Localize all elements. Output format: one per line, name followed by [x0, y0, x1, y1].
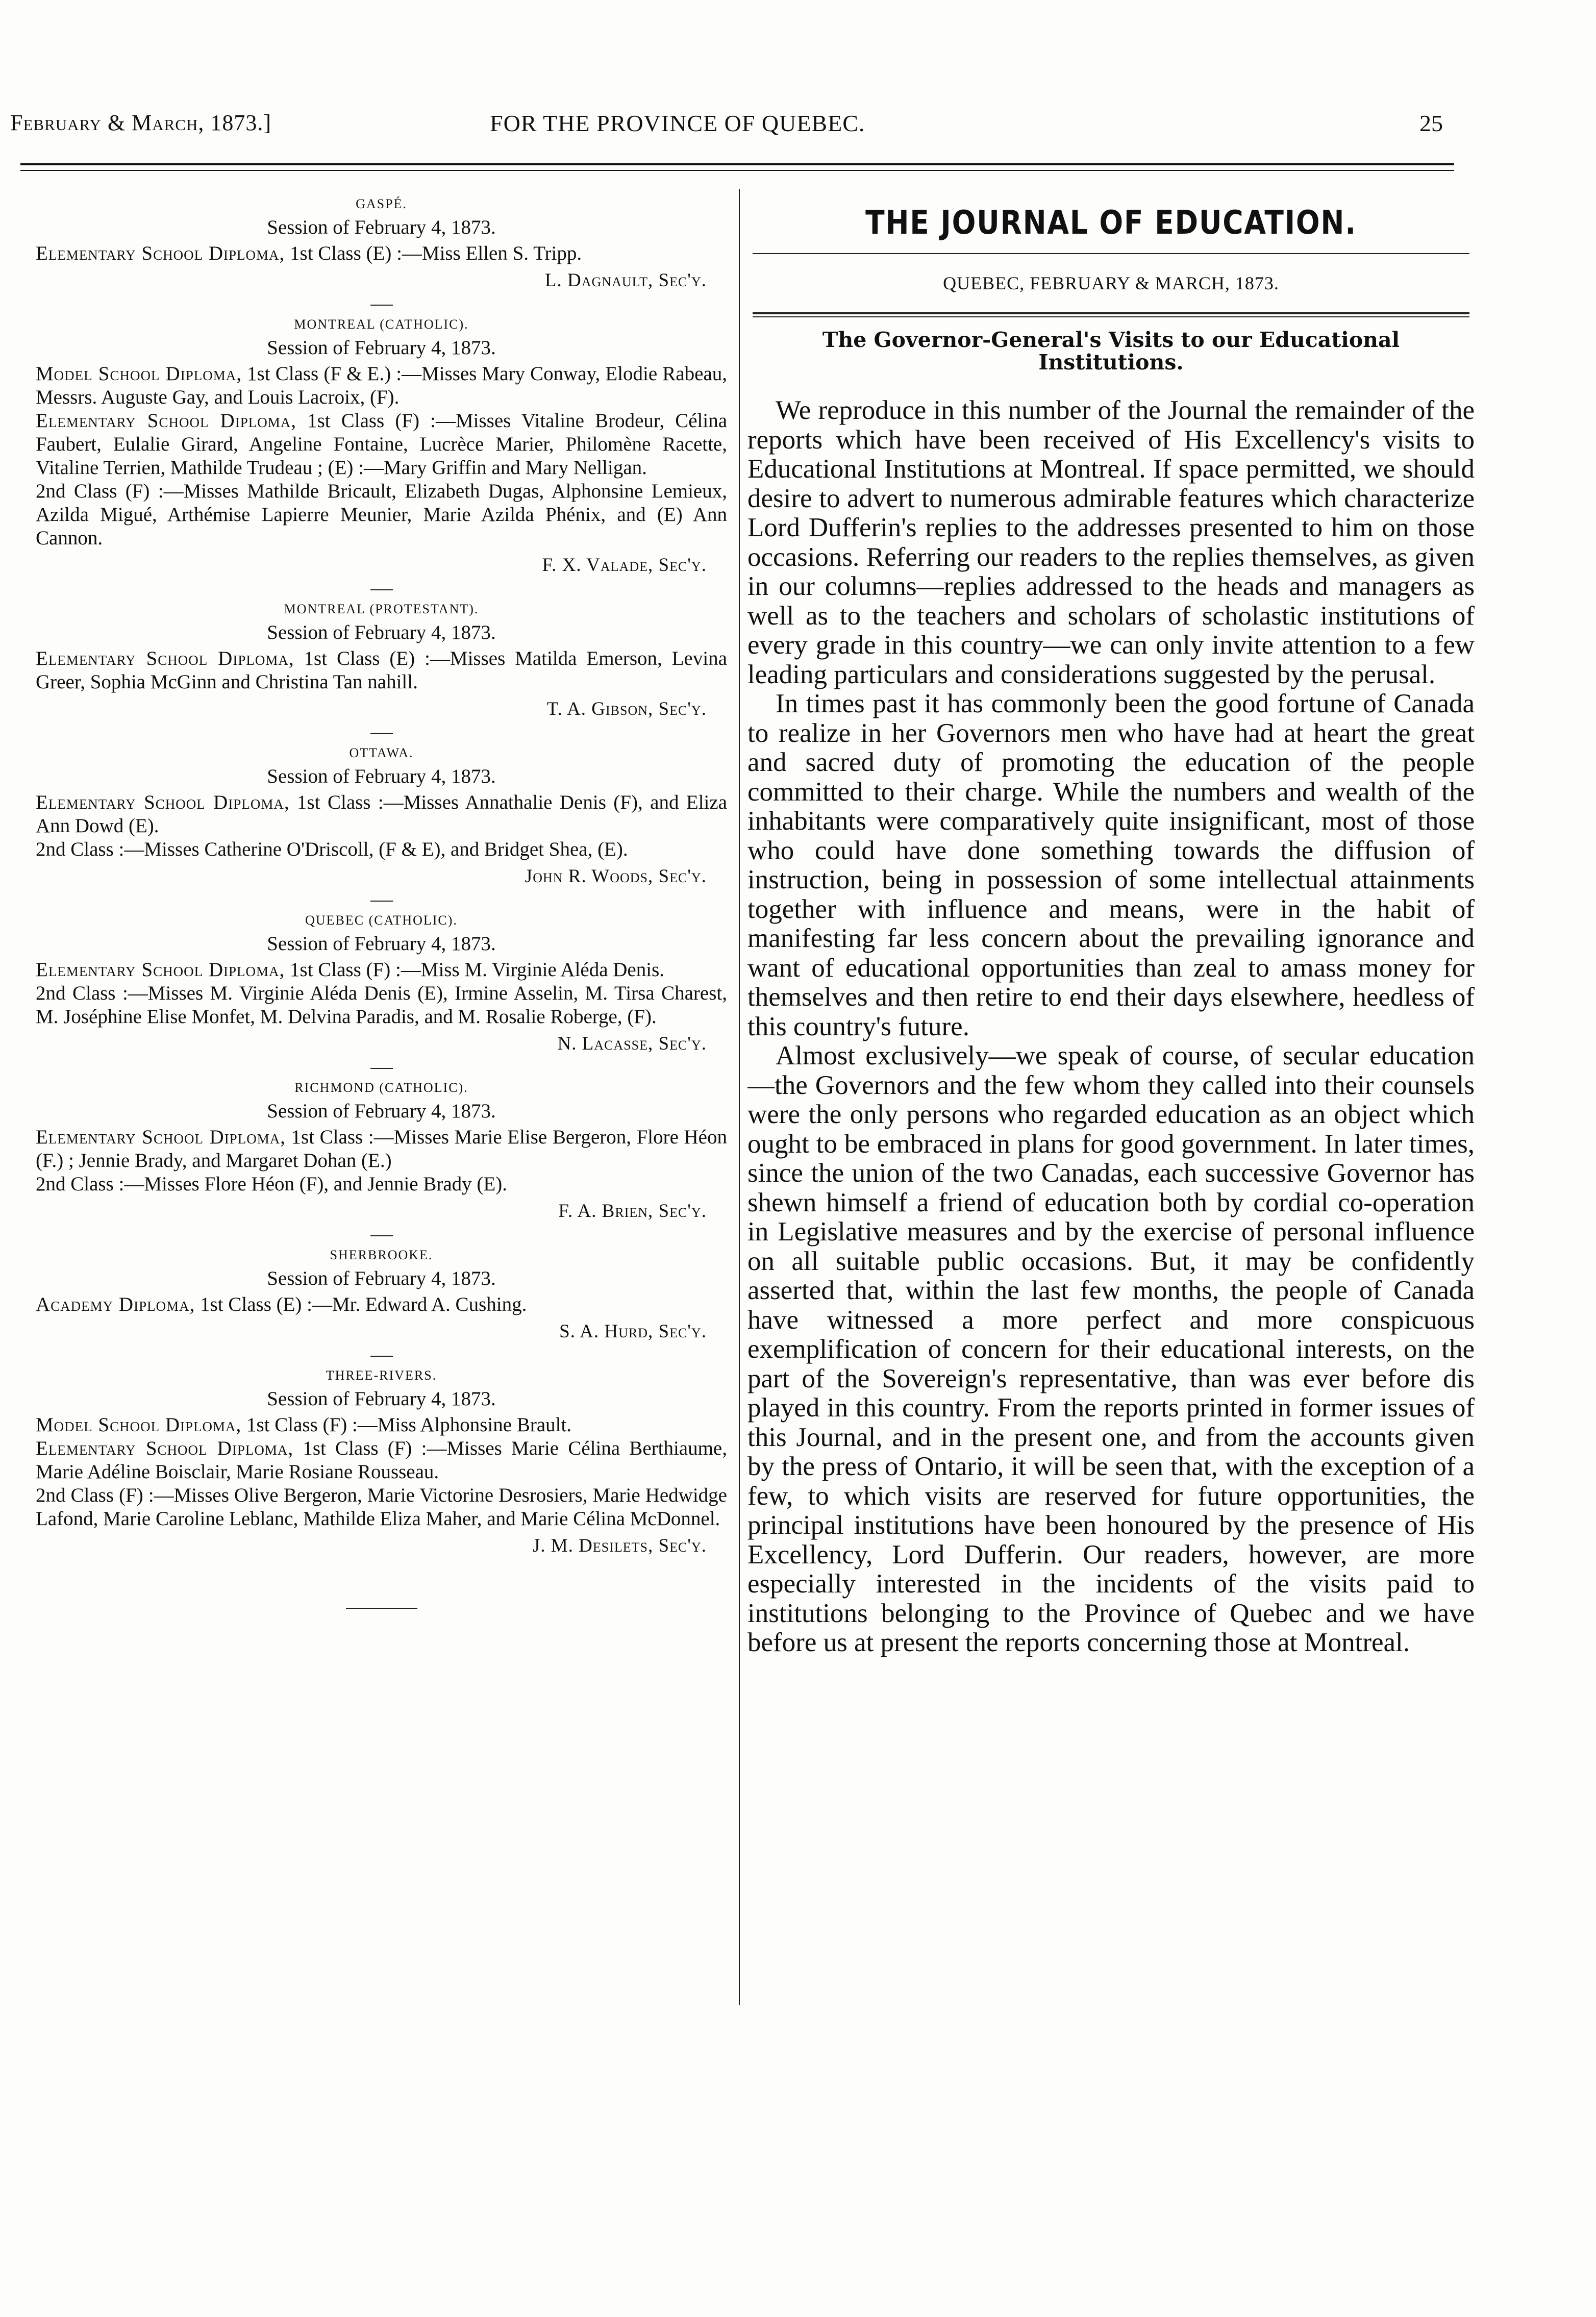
diploma-entry [36, 1293, 727, 1316]
diploma-recipients: 1st Class (F) :—Miss M. Virginie Aléda Denis. [285, 959, 665, 981]
dateline: QUEBEC, FEBRUARY & MARCH, 1873. [943, 273, 1279, 293]
secretary-signature: John R. Woods, Sec'y. [525, 866, 707, 887]
header-issue-date: February & March, 1873.] [10, 110, 272, 135]
session-date: Session of February 4, 1873. [267, 337, 496, 359]
diploma-entry [36, 647, 727, 694]
section-separator [370, 733, 393, 734]
dateline-rule-thin [753, 316, 1469, 317]
article-title: The Governor-General's Visits to our Educational Institutions. [822, 328, 1400, 375]
diploma-entry [36, 838, 727, 861]
dateline-rule [753, 312, 1469, 314]
diploma-type: Model School Diploma, [36, 363, 242, 385]
examination-board-section [36, 196, 727, 291]
diploma-type: Model School Diploma, [36, 1414, 242, 1436]
session-date: Session of February 4, 1873. [267, 933, 496, 955]
diploma-recipients: 2nd Class :—Misses Flore Héon (F), and Jennie Brady (E). [36, 1173, 507, 1195]
section-separator [370, 1068, 393, 1069]
diploma-entry [36, 242, 727, 265]
examination-board-section [36, 1248, 727, 1342]
title-rule [753, 253, 1469, 254]
diploma-entry [36, 982, 727, 1029]
diploma-entry [36, 1126, 727, 1173]
header-rule [20, 163, 1454, 165]
diploma-lists-column [36, 196, 727, 2084]
diploma-type: Elementary School Diploma, [36, 647, 294, 669]
diploma-entry [36, 1173, 727, 1196]
header-page-number: 25 [1419, 110, 1443, 136]
diploma-type: Academy Diploma, [36, 1293, 195, 1315]
header-rule-thin [20, 170, 1454, 171]
board-location-heading: GASPÉ. [356, 196, 407, 211]
secretary-signature: L. Dagnault, Sec'y. [544, 270, 707, 291]
examination-board-section [36, 745, 727, 887]
article-paragraph: We reproduce in this number of the Journal the remainder of the reports which have been received of His Excellency's visits to Educational Institutions at Montreal. If space permitted, we should desire to advert to numerous admirable features which characterize Lord Dufferin's replies to the addresses presented to him on those occasions. Referring our readers to the replies themselves, as given in our columns—replies addressed to the heads and managers as well as to the teachers and scholars of scholastic institutions of every grade in this country—we can only invite attention to a few leading particulars and considerations suggested by the perusal. [747, 395, 1475, 689]
board-location-heading: QUEBEC (CATHOLIC). [305, 913, 458, 928]
diploma-recipients: 2nd Class (F) :—Misses Mathilde Bricault, Elizabeth Dugas, Alphonsine Lemieux, Azilda Migué, Arthémise Lapierre Meunier, Marie Azilda Phénix, and (E) Ann Cannon. [36, 480, 727, 549]
diploma-recipients: 1st Class (E) :—Mr. Edward A. Cushing. [195, 1293, 527, 1315]
diploma-type: Elementary School Diploma, [36, 1437, 294, 1459]
section-separator [370, 589, 393, 590]
board-location-heading: THREE-RIVERS. [326, 1368, 437, 1383]
section-separator [370, 1235, 393, 1236]
examination-board-section [36, 602, 727, 720]
session-date: Session of February 4, 1873. [267, 621, 496, 643]
diploma-recipients: 2nd Class :—Misses Catherine O'Driscoll, (F & E), and Bridget Shea, (E). [36, 838, 628, 860]
diploma-recipients: 1st Class :—Misses Annathalie Denis (F), and Eliza Ann Dowd (E). [36, 791, 727, 837]
column-end-rule [346, 1608, 417, 1609]
diploma-entry [36, 1437, 727, 1484]
diploma-entry [36, 409, 727, 480]
editorial-column [747, 204, 1475, 2041]
examination-board-section [36, 317, 727, 576]
secretary-signature: T. A. Gibson, Sec'y. [546, 699, 707, 719]
board-location-heading: OTTAWA. [349, 745, 414, 760]
diploma-recipients: 1st Class (F) :—Miss Alphonsine Brault. [241, 1414, 572, 1436]
diploma-entry [36, 480, 727, 550]
section-separator [370, 1356, 393, 1357]
diploma-recipients: 1st Class (E) :—Miss Ellen S. Tripp. [285, 242, 582, 264]
section-separator [370, 305, 393, 306]
session-date: Session of February 4, 1873. [267, 765, 496, 787]
board-location-heading: SHERBROOKE. [330, 1248, 433, 1262]
diploma-entry [36, 791, 727, 838]
secretary-signature: J. M. Desilets, Sec'y. [532, 1535, 707, 1556]
diploma-entry [36, 958, 727, 982]
article-paragraph: Almost exclusively—we speak of course, of secular education—the Governors and the few whom they called into their counsels were the only persons who regarded education as an object which ought to be embraced in plans for good government. In later times, since the union of the two Canadas, each successive Governor has shewn himself a friend of education both by cordial co-operation in Legislative measures and by the exercise of personal influence on all suitable public occasions. But, it may be confidently asserted that, within the last few months, the people of Canada have witnessed a more perfect and more conspicuous exemplification of concern for their educational interests, on the part of the Sovereign's representative, than was ever before dis played in this country. From the reports printed in former issues of this Journal, and in the present one, and from the accounts given by the press of Ontario, it will be seen that, with the exception of a few, to which visits are reserved for future opportunities, the principal institutions have been honoured by the presence of His Excellency, Lord Dufferin. Our readers, however, are more especially interested in the incidents of the visits paid to institutions belonging to the Province of Quebec and we have before us at present the reports concerning those at Montreal. [747, 1041, 1475, 1657]
secretary-signature: S. A. Hurd, Sec'y. [559, 1321, 707, 1342]
diploma-recipients: 1st Class :—Misses Marie Elise Bergeron, Flore Héon (F.) ; Jennie Brady, and Margaret Dohan (E.) [36, 1126, 727, 1172]
section-separator [370, 901, 393, 902]
diploma-recipients: 2nd Class (F) :—Misses Olive Bergeron, Marie Victorine Desrosiers, Marie Hedwidge Lafond, Marie Caroline Leblanc, Mathilde Eliza Maher, and Marie Célina McDonnel. [36, 1484, 727, 1530]
secretary-signature: F. A. Brien, Sec'y. [558, 1201, 707, 1222]
diploma-type: Elementary School Diploma, [36, 410, 296, 432]
diploma-entry [36, 362, 727, 409]
examination-board-section [36, 1080, 727, 1222]
article-paragraph: In times past it has commonly been the good fortune of Canada to realize in her Governors men who have had at heart the great and sacred duty of promoting the education of the people committed to their charge. While the numbers and wealth of the inhabitants were comparatively quite insignificant, most of those who could have done something towards the diffusion of instruction, being in possession of some intellectual attainments together with influence and means, were in the habit of manifesting far less concern about the prevailing ignorance and want of educational opportunities than zeal to amass money for themselves and then retire to end their days elsewhere, heedless of this country's future. [747, 689, 1475, 1041]
board-location-heading: MONTREAL (CATHOLIC). [294, 317, 469, 332]
diploma-recipients: 1st Class (F) :—Misses Vitaline Brodeur, Célina Faubert, Eulalie Girard, Angeline Fontaine, Lucrèce Marier, Philomène Racette, Vitaline Terrien, Mathilde Trudeau ; (E) :—Mary Griffin and Mary Nelligan. [36, 410, 727, 479]
diploma-type: Elementary School Diploma, [36, 959, 285, 981]
session-date: Session of February 4, 1873. [267, 1100, 496, 1122]
diploma-recipients: 1st Class (F & E.) :—Misses Mary Conway, Elodie Rabeau, Messrs. Auguste Gay, and Louis Lacroix, (F). [36, 363, 727, 408]
diploma-type: Elementary School Diploma, [36, 1126, 286, 1148]
examination-board-section [36, 1368, 727, 1557]
session-date: Session of February 4, 1873. [267, 1388, 496, 1410]
column-divider [739, 189, 740, 2005]
diploma-type: Elementary School Diploma, [36, 242, 285, 264]
header-publication-title: FOR THE PROVINCE OF QUEBEC. [490, 110, 865, 136]
diploma-entry [36, 1484, 727, 1531]
diploma-recipients: 1st Class (E) :—Misses Matilda Emerson, Levina Greer, Sophia McGinn and Christina Tan nahill. [36, 647, 727, 693]
diploma-type: Elementary School Diploma, [36, 791, 290, 813]
session-date: Session of February 4, 1873. [267, 216, 496, 238]
running-header [0, 110, 1596, 140]
session-date: Session of February 4, 1873. [267, 1267, 496, 1289]
secretary-signature: F. X. Valade, Sec'y. [542, 555, 707, 576]
journal-title: THE JOURNAL OF EDUCATION. [865, 204, 1357, 242]
diploma-entry [36, 1413, 727, 1437]
secretary-signature: N. Lacasse, Sec'y. [557, 1033, 707, 1054]
examination-board-section [36, 913, 727, 1055]
board-location-heading: RICHMOND (CATHOLIC). [294, 1080, 468, 1095]
diploma-recipients: 2nd Class :—Misses M. Virginie Aléda Denis (E), Irmine Asselin, M. Tirsa Charest, M. Joséphine Elise Monfet, M. Delvina Paradis, and M. Rosalie Roberge, (F). [36, 982, 727, 1028]
board-location-heading: MONTREAL (PROTESTANT). [284, 602, 479, 616]
diploma-recipients: 1st Class (F) :—Misses Marie Célina Berthiaume, Marie Adéline Boisclair, Marie Rosiane Rousseau. [36, 1437, 727, 1483]
